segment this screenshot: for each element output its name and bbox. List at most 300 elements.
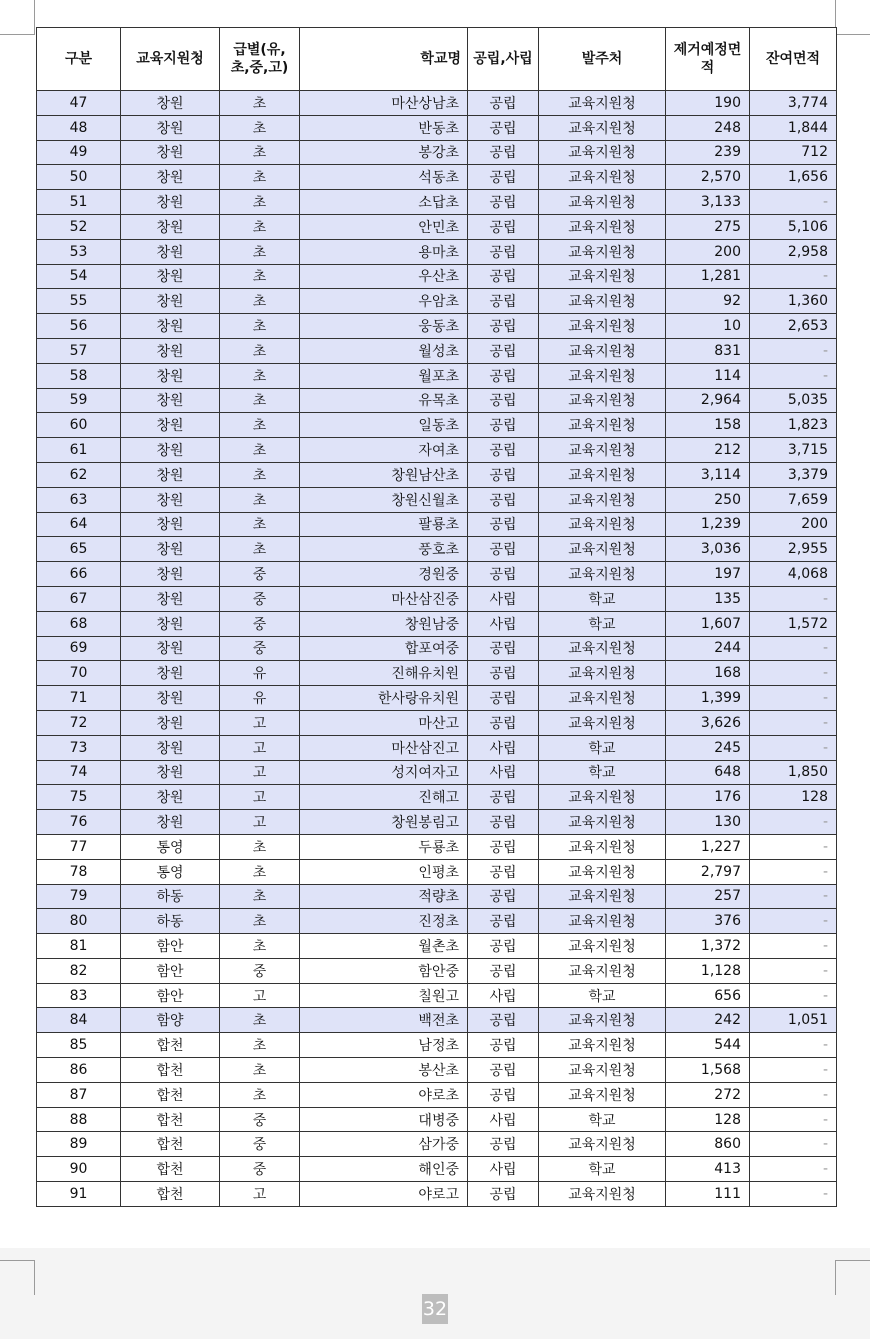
cell-remaining-area: - (750, 636, 837, 661)
cell-planned-removal-area: 1,128 (666, 958, 750, 983)
cell-remaining-area: 7,659 (750, 487, 837, 512)
cell-remaining-area: 1,823 (750, 413, 837, 438)
cell-school-level: 초 (220, 91, 300, 116)
cell-planned-removal-area: 3,626 (666, 710, 750, 735)
cell-planned-removal-area: 135 (666, 586, 750, 611)
cell-ordering-party: 교육지원청 (539, 537, 666, 562)
cell-school-level: 초 (220, 1008, 300, 1033)
cell-education-office: 창원 (121, 562, 220, 587)
cell-planned-removal-area: 1,568 (666, 1058, 750, 1083)
cell-school-level: 초 (220, 264, 300, 289)
cell-division: 87 (37, 1082, 121, 1107)
table-row (37, 1082, 837, 1107)
cell-public-private: 공립 (468, 537, 539, 562)
table-row (37, 958, 837, 983)
cell-remaining-area: - (750, 834, 837, 859)
cell-ordering-party: 교육지원청 (539, 264, 666, 289)
table-row (37, 735, 837, 760)
cell-public-private: 공립 (468, 710, 539, 735)
cell-public-private: 공립 (468, 91, 539, 116)
table-row (37, 1058, 837, 1083)
cell-ordering-party: 교육지원청 (539, 413, 666, 438)
cell-school-name: 야로고 (300, 1182, 468, 1207)
table-row (37, 1157, 837, 1182)
cell-school-name: 마산상남초 (300, 91, 468, 116)
cell-remaining-area: - (750, 661, 837, 686)
cell-division: 77 (37, 834, 121, 859)
cell-division: 54 (37, 264, 121, 289)
cell-planned-removal-area: 128 (666, 1107, 750, 1132)
cell-division: 64 (37, 512, 121, 537)
cell-division: 88 (37, 1107, 121, 1132)
table-body (37, 91, 837, 1207)
cell-school-level: 초 (220, 140, 300, 165)
table-header-row (37, 28, 837, 91)
cell-ordering-party: 교육지원청 (539, 338, 666, 363)
cell-education-office: 창원 (121, 338, 220, 363)
cell-remaining-area: 2,653 (750, 314, 837, 339)
cell-division: 55 (37, 289, 121, 314)
cell-remaining-area: 712 (750, 140, 837, 165)
cell-ordering-party: 교육지원청 (539, 810, 666, 835)
cell-division: 76 (37, 810, 121, 835)
cell-school-level: 초 (220, 314, 300, 339)
cell-public-private: 공립 (468, 909, 539, 934)
cell-planned-removal-area: 92 (666, 289, 750, 314)
cell-ordering-party: 교육지원청 (539, 1182, 666, 1207)
cell-education-office: 창원 (121, 611, 220, 636)
table-row (37, 785, 837, 810)
cell-school-name: 창원남중 (300, 611, 468, 636)
table-row (37, 636, 837, 661)
cell-ordering-party: 학교 (539, 611, 666, 636)
cell-school-level: 초 (220, 115, 300, 140)
cell-school-name: 석동초 (300, 165, 468, 190)
cell-public-private: 공립 (468, 239, 539, 264)
cell-planned-removal-area: 130 (666, 810, 750, 835)
cell-education-office: 창원 (121, 438, 220, 463)
cell-division: 62 (37, 462, 121, 487)
cell-school-name: 마산고 (300, 710, 468, 735)
cell-school-name: 창원신월초 (300, 487, 468, 512)
cell-school-name: 진정초 (300, 909, 468, 934)
cell-remaining-area: - (750, 1058, 837, 1083)
cell-division: 73 (37, 735, 121, 760)
cell-education-office: 함양 (121, 1008, 220, 1033)
cell-division: 60 (37, 413, 121, 438)
cell-division: 71 (37, 686, 121, 711)
cell-education-office: 창원 (121, 239, 220, 264)
table-row (37, 1182, 837, 1207)
cell-school-name: 일동초 (300, 413, 468, 438)
cell-remaining-area: 3,774 (750, 91, 837, 116)
cell-public-private: 사립 (468, 611, 539, 636)
cell-remaining-area: 3,715 (750, 438, 837, 463)
cell-education-office: 창원 (121, 413, 220, 438)
cell-remaining-area: 1,572 (750, 611, 837, 636)
header-public-private: 공립,사립 (468, 28, 539, 91)
cell-ordering-party: 교육지원청 (539, 1033, 666, 1058)
cell-public-private: 공립 (468, 115, 539, 140)
cell-public-private: 공립 (468, 636, 539, 661)
cell-planned-removal-area: 2,964 (666, 388, 750, 413)
cell-education-office: 합천 (121, 1107, 220, 1132)
cell-division: 53 (37, 239, 121, 264)
table-row (37, 686, 837, 711)
cell-school-name: 한사랑유치원 (300, 686, 468, 711)
table-row (37, 438, 837, 463)
cell-remaining-area: - (750, 1033, 837, 1058)
cell-ordering-party: 교육지원청 (539, 462, 666, 487)
cell-division: 49 (37, 140, 121, 165)
cell-planned-removal-area: 3,133 (666, 190, 750, 215)
table-row (37, 661, 837, 686)
cell-remaining-area: - (750, 363, 837, 388)
cell-remaining-area: 4,068 (750, 562, 837, 587)
cell-division: 70 (37, 661, 121, 686)
cell-ordering-party: 교육지원청 (539, 1058, 666, 1083)
cell-remaining-area: 5,035 (750, 388, 837, 413)
cell-division: 51 (37, 190, 121, 215)
cell-school-level: 고 (220, 983, 300, 1008)
cell-remaining-area: - (750, 264, 837, 289)
cell-school-level: 초 (220, 512, 300, 537)
cell-education-office: 합천 (121, 1058, 220, 1083)
table-row (37, 115, 837, 140)
table-row (37, 611, 837, 636)
cell-education-office: 창원 (121, 388, 220, 413)
table-row (37, 834, 837, 859)
cell-ordering-party: 교육지원청 (539, 388, 666, 413)
cell-school-name: 유목초 (300, 388, 468, 413)
header-school-level: 급별(유,초,중,고) (220, 28, 300, 91)
table-row (37, 165, 837, 190)
cell-school-level: 초 (220, 413, 300, 438)
cell-division: 61 (37, 438, 121, 463)
cell-school-name: 마산삼진고 (300, 735, 468, 760)
cell-planned-removal-area: 275 (666, 214, 750, 239)
cell-ordering-party: 학교 (539, 735, 666, 760)
table-row (37, 983, 837, 1008)
cell-education-office: 함안 (121, 958, 220, 983)
cell-public-private: 공립 (468, 165, 539, 190)
cell-remaining-area: 2,955 (750, 537, 837, 562)
cell-education-office: 창원 (121, 735, 220, 760)
cell-education-office: 창원 (121, 487, 220, 512)
cell-public-private: 공립 (468, 810, 539, 835)
cell-school-name: 월성초 (300, 338, 468, 363)
cell-public-private: 공립 (468, 562, 539, 587)
cell-school-level: 중 (220, 1132, 300, 1157)
cell-ordering-party: 교육지원청 (539, 512, 666, 537)
cell-public-private: 공립 (468, 314, 539, 339)
cell-planned-removal-area: 168 (666, 661, 750, 686)
cell-public-private: 공립 (468, 214, 539, 239)
cell-school-name: 팔룡초 (300, 512, 468, 537)
crop-mark-top-right (835, 0, 870, 35)
cell-school-name: 성지여자고 (300, 760, 468, 785)
table-row (37, 884, 837, 909)
cell-school-name: 우산초 (300, 264, 468, 289)
table-row (37, 562, 837, 587)
cell-education-office: 합천 (121, 1182, 220, 1207)
cell-division: 86 (37, 1058, 121, 1083)
cell-school-name: 봉강초 (300, 140, 468, 165)
cell-school-level: 중 (220, 611, 300, 636)
cell-education-office: 하동 (121, 909, 220, 934)
cell-education-office: 창원 (121, 289, 220, 314)
cell-education-office: 창원 (121, 190, 220, 215)
cell-remaining-area: - (750, 710, 837, 735)
cell-ordering-party: 교육지원청 (539, 859, 666, 884)
cell-school-level: 초 (220, 1033, 300, 1058)
cell-education-office: 창원 (121, 214, 220, 239)
cell-remaining-area: 1,844 (750, 115, 837, 140)
cell-division: 59 (37, 388, 121, 413)
cell-education-office: 창원 (121, 314, 220, 339)
cell-planned-removal-area: 242 (666, 1008, 750, 1033)
cell-ordering-party: 교육지원청 (539, 934, 666, 959)
cell-school-name: 창원남산초 (300, 462, 468, 487)
cell-planned-removal-area: 1,227 (666, 834, 750, 859)
cell-remaining-area: - (750, 1157, 837, 1182)
cell-public-private: 공립 (468, 834, 539, 859)
table-row (37, 859, 837, 884)
cell-education-office: 창원 (121, 165, 220, 190)
cell-ordering-party: 학교 (539, 586, 666, 611)
cell-division: 72 (37, 710, 121, 735)
cell-ordering-party: 교육지원청 (539, 214, 666, 239)
cell-education-office: 창원 (121, 91, 220, 116)
cell-ordering-party: 교육지원청 (539, 165, 666, 190)
cell-public-private: 사립 (468, 586, 539, 611)
cell-remaining-area: - (750, 586, 837, 611)
cell-ordering-party: 교육지원청 (539, 1132, 666, 1157)
table-row (37, 91, 837, 116)
cell-remaining-area: 1,850 (750, 760, 837, 785)
cell-division: 78 (37, 859, 121, 884)
cell-planned-removal-area: 257 (666, 884, 750, 909)
cell-planned-removal-area: 200 (666, 239, 750, 264)
table-row (37, 214, 837, 239)
cell-ordering-party: 교육지원청 (539, 958, 666, 983)
cell-public-private: 공립 (468, 859, 539, 884)
cell-school-name: 함안중 (300, 958, 468, 983)
cell-planned-removal-area: 190 (666, 91, 750, 116)
table-row (37, 289, 837, 314)
cell-education-office: 창원 (121, 140, 220, 165)
cell-planned-removal-area: 648 (666, 760, 750, 785)
cell-public-private: 사립 (468, 1107, 539, 1132)
cell-school-name: 대병중 (300, 1107, 468, 1132)
cell-school-level: 고 (220, 1182, 300, 1207)
cell-school-name: 인평초 (300, 859, 468, 884)
cell-division: 75 (37, 785, 121, 810)
cell-school-name: 봉산초 (300, 1058, 468, 1083)
cell-division: 81 (37, 934, 121, 959)
cell-school-level: 초 (220, 438, 300, 463)
table-row (37, 1033, 837, 1058)
cell-education-office: 창원 (121, 810, 220, 835)
cell-school-name: 합포여중 (300, 636, 468, 661)
cell-ordering-party: 교육지원청 (539, 909, 666, 934)
cell-school-name: 월포초 (300, 363, 468, 388)
cell-remaining-area: - (750, 190, 837, 215)
cell-education-office: 합천 (121, 1157, 220, 1182)
cell-public-private: 공립 (468, 338, 539, 363)
table-row (37, 586, 837, 611)
cell-planned-removal-area: 10 (666, 314, 750, 339)
cell-remaining-area: 3,379 (750, 462, 837, 487)
cell-school-level: 초 (220, 537, 300, 562)
table-row (37, 140, 837, 165)
cell-school-level: 초 (220, 934, 300, 959)
cell-education-office: 창원 (121, 512, 220, 537)
header-remaining-area: 잔여면적 (750, 28, 837, 91)
cell-school-level: 초 (220, 338, 300, 363)
cell-remaining-area: 2,958 (750, 239, 837, 264)
cell-ordering-party: 교육지원청 (539, 115, 666, 140)
cell-planned-removal-area: 244 (666, 636, 750, 661)
cell-school-name: 반동초 (300, 115, 468, 140)
cell-education-office: 창원 (121, 537, 220, 562)
page-number: 32 (422, 1294, 448, 1324)
cell-education-office: 창원 (121, 686, 220, 711)
cell-ordering-party: 교육지원청 (539, 884, 666, 909)
cell-school-level: 초 (220, 859, 300, 884)
cell-public-private: 공립 (468, 264, 539, 289)
cell-education-office: 창원 (121, 115, 220, 140)
cell-remaining-area: 128 (750, 785, 837, 810)
cell-planned-removal-area: 248 (666, 115, 750, 140)
cell-planned-removal-area: 158 (666, 413, 750, 438)
cell-ordering-party: 교육지원청 (539, 1082, 666, 1107)
cell-public-private: 공립 (468, 388, 539, 413)
cell-public-private: 사립 (468, 735, 539, 760)
cell-ordering-party: 교육지원청 (539, 710, 666, 735)
cell-division: 48 (37, 115, 121, 140)
cell-school-name: 야로초 (300, 1082, 468, 1107)
cell-public-private: 공립 (468, 934, 539, 959)
cell-school-level: 초 (220, 487, 300, 512)
cell-ordering-party: 교육지원청 (539, 438, 666, 463)
cell-school-name: 자여초 (300, 438, 468, 463)
cell-planned-removal-area: 831 (666, 338, 750, 363)
cell-public-private: 공립 (468, 140, 539, 165)
cell-public-private: 공립 (468, 1033, 539, 1058)
cell-school-level: 고 (220, 735, 300, 760)
cell-division: 89 (37, 1132, 121, 1157)
cell-remaining-area: 1,051 (750, 1008, 837, 1033)
cell-planned-removal-area: 176 (666, 785, 750, 810)
header-division: 구분 (37, 28, 121, 91)
table-row (37, 388, 837, 413)
cell-public-private: 공립 (468, 462, 539, 487)
cell-planned-removal-area: 250 (666, 487, 750, 512)
cell-public-private: 공립 (468, 884, 539, 909)
header-education-office: 교육지원청 (121, 28, 220, 91)
cell-school-level: 초 (220, 909, 300, 934)
cell-school-level: 초 (220, 1058, 300, 1083)
cell-planned-removal-area: 1,281 (666, 264, 750, 289)
cell-school-name: 칠원고 (300, 983, 468, 1008)
cell-public-private: 공립 (468, 190, 539, 215)
cell-school-name: 마산삼진중 (300, 586, 468, 611)
cell-planned-removal-area: 111 (666, 1182, 750, 1207)
cell-school-name: 백전초 (300, 1008, 468, 1033)
cell-education-office: 창원 (121, 760, 220, 785)
table-row (37, 264, 837, 289)
cell-school-level: 중 (220, 1107, 300, 1132)
cell-school-name: 풍호초 (300, 537, 468, 562)
cell-planned-removal-area: 3,036 (666, 537, 750, 562)
cell-school-level: 초 (220, 165, 300, 190)
cell-public-private: 공립 (468, 1082, 539, 1107)
table-row (37, 934, 837, 959)
cell-division: 58 (37, 363, 121, 388)
cell-school-level: 중 (220, 636, 300, 661)
table-row (37, 909, 837, 934)
cell-planned-removal-area: 413 (666, 1157, 750, 1182)
cell-public-private: 공립 (468, 1008, 539, 1033)
table-row (37, 1107, 837, 1132)
cell-ordering-party: 교육지원청 (539, 190, 666, 215)
header-school-name: 학교명 (300, 28, 468, 91)
cell-school-name: 진해유치원 (300, 661, 468, 686)
cell-planned-removal-area: 1,372 (666, 934, 750, 959)
cell-ordering-party: 교육지원청 (539, 239, 666, 264)
cell-public-private: 공립 (468, 785, 539, 810)
cell-planned-removal-area: 2,570 (666, 165, 750, 190)
cell-public-private: 공립 (468, 1132, 539, 1157)
cell-planned-removal-area: 1,399 (666, 686, 750, 711)
cell-planned-removal-area: 376 (666, 909, 750, 934)
cell-school-name: 웅동초 (300, 314, 468, 339)
cell-remaining-area: - (750, 884, 837, 909)
cell-ordering-party: 교육지원청 (539, 661, 666, 686)
cell-division: 66 (37, 562, 121, 587)
cell-division: 47 (37, 91, 121, 116)
cell-education-office: 창원 (121, 264, 220, 289)
cell-education-office: 창원 (121, 785, 220, 810)
crop-mark-bottom-right (835, 1260, 870, 1295)
crop-mark-top-left (0, 0, 35, 35)
cell-planned-removal-area: 1,239 (666, 512, 750, 537)
cell-remaining-area: 1,656 (750, 165, 837, 190)
cell-ordering-party: 교육지원청 (539, 636, 666, 661)
cell-school-level: 초 (220, 834, 300, 859)
cell-education-office: 창원 (121, 363, 220, 388)
cell-school-name: 우암초 (300, 289, 468, 314)
cell-ordering-party: 학교 (539, 983, 666, 1008)
cell-public-private: 공립 (468, 289, 539, 314)
cell-planned-removal-area: 212 (666, 438, 750, 463)
cell-education-office: 합천 (121, 1082, 220, 1107)
header-ordering-party: 발주처 (539, 28, 666, 91)
cell-public-private: 공립 (468, 686, 539, 711)
cell-remaining-area: - (750, 934, 837, 959)
table-row (37, 314, 837, 339)
cell-education-office: 창원 (121, 462, 220, 487)
table-row (37, 710, 837, 735)
cell-remaining-area: - (750, 686, 837, 711)
cell-school-level: 초 (220, 289, 300, 314)
cell-planned-removal-area: 1,607 (666, 611, 750, 636)
cell-public-private: 공립 (468, 487, 539, 512)
cell-school-name: 두룡초 (300, 834, 468, 859)
cell-education-office: 합천 (121, 1033, 220, 1058)
cell-planned-removal-area: 239 (666, 140, 750, 165)
